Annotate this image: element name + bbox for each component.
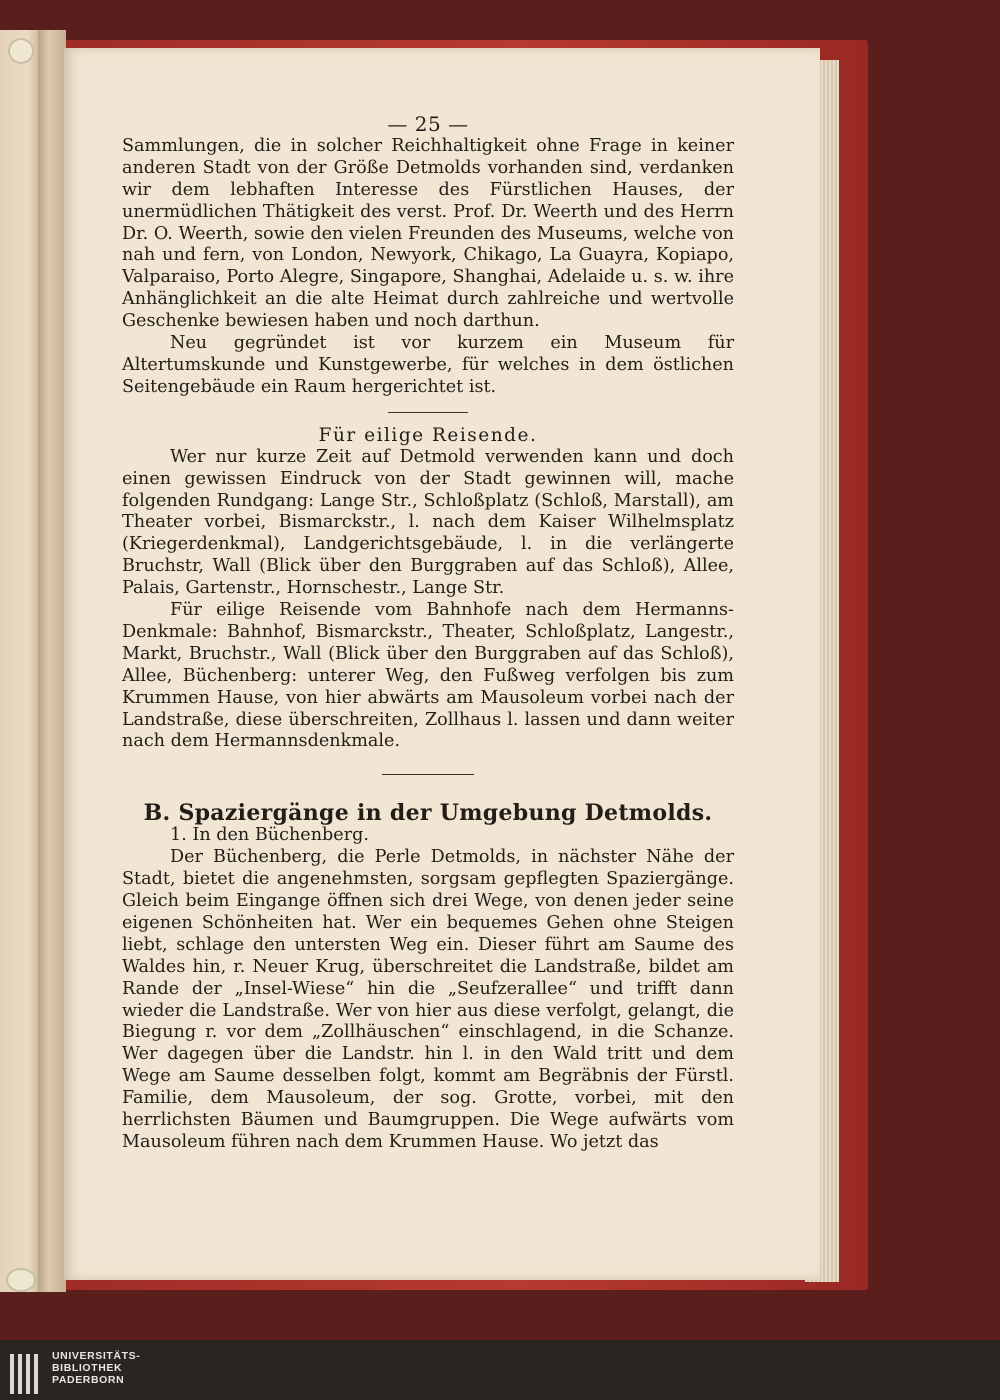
binding-thread-bottom xyxy=(8,1270,34,1290)
binding-thread-top xyxy=(10,40,32,62)
paragraph: Der Büchenberg, die Perle Detmolds, in nächster Nähe der Stadt, bietet die angenehmsten, sorgsam gepflegten Spaziergänge. Gleich beim Eingange öffnen sich drei Wege, von denen jeder seine eigenen Schönheiten hat. Wer ein bequemes Gehen ohne Steigen liebt, schlage den untersten Weg ein. Dieser führt am Saume des Waldes hin, r. Neuer Krug, überschreitet die Landstraße, bildet am Rande der „Insel-Wiese“ hin die „Seufzerallee“ und trifft dann wieder die Landstraße. Wer von hier aus diese verfolgt, gelangt, die Biegung r. vor dem „Zollhäuschen“ einschlagend, in die Schanze. Wer dagegen über die Landstr. hin l. in den Wald tritt und dem Wege am Saume desselben folgt, kommt am Begräbnis der Fürstl. Familie, dem Mausoleum, der sog. Grotte, vorbei, mit den herrlichsten Bäumen und Baumgruppen. Die Wege aufwärts vom Mausoleum führen nach dem Krummen Hause. Wo jetzt das xyxy=(122,847,734,1152)
page-number: — 25 — xyxy=(387,112,469,136)
book-gutter xyxy=(38,30,66,1292)
subheading: 1. In den Büchenberg. xyxy=(170,825,369,846)
paragraph: Neu gegründet ist vor kurzem ein Museum für Altertumskunde und Kunstgewerbe, für welches in dem östlichen Seitengebäude ein Raum hergerichtet ist. xyxy=(122,333,734,397)
library-logo-icon xyxy=(10,1352,44,1396)
paragraph: Wer nur kurze Zeit auf Detmold verwenden kann und doch einen gewissen Eindruck von der Stadt gewinnen will, mache folgenden Rundgang: Lange Str., Schloßplatz (Schloß, Marstall), am Theater vorbei, Bismarckstr., l. nach dem Kaiser Wilhelmsplatz (Kriegerdenkmal), Landgerichtsgebäude, l. in die verlängerte Bruchstr, Wall (Blick über den Burggraben auf das Schloß), Allee, Palais, Gartenstr., Hornschestr., Lange Str. xyxy=(122,446,734,599)
logo-line: UNIVERSITÄTS- xyxy=(52,1350,141,1362)
library-logo-text xyxy=(52,1350,140,1386)
library-logo xyxy=(0,1348,160,1400)
divider-rule xyxy=(388,412,468,413)
logo-line: BIBLIOTHEK xyxy=(52,1362,123,1374)
paragraph: Für eilige Reisende vom Bahnhofe nach dem Hermanns-Denkmale: Bahnhof, Bismarckstr., Theater, Schloßplatz, Langestr., Markt, Bruchstr., Wall (Blick über den Burggraben auf das Schloß), Allee, Büchenberg: unterer Weg, den Fußweg verfolgen bis zum Krummen Hause, von hier abwärts am Mausoleum vorbei nach der Landstraße, diese überschreiten, Zollhaus l. lassen und dann weiter nach dem Hermannsdenkmale. xyxy=(122,600,734,752)
chapter-heading: B. Spaziergänge in der Umgebung Detmolds. xyxy=(143,800,713,827)
section-heading: Für eilige Reisende. xyxy=(318,424,538,446)
book-page xyxy=(64,48,820,1280)
logo-line: PADERBORN xyxy=(52,1374,125,1386)
left-page-edge xyxy=(0,30,40,1292)
divider-rule xyxy=(382,774,474,775)
paragraph: Sammlungen, die in solcher Reichhaltigkeit ohne Frage in keiner anderen Stadt von der Größe Detmolds vorhanden sind, verdanken wir dem lebhaften Interesse des Fürstlichen Hauses, der unermüdlichen Thätigkeit des verst. Prof. Dr. Weerth und des Herrn Dr. O. Weerth, sowie den vielen Freunden des Museums, welche von nah und fern, von London, Newyork, Chikago, La Guayra, Kopiapo, Valparaiso, Porto Alegre, Singapore, Shanghai, Adelaide u. s. w. ihre Anhänglichkeit an die alte Heimat durch zahlreiche und wertvolle Geschenke bewiesen haben und noch darthun. xyxy=(122,135,734,332)
page-text xyxy=(122,114,734,1154)
